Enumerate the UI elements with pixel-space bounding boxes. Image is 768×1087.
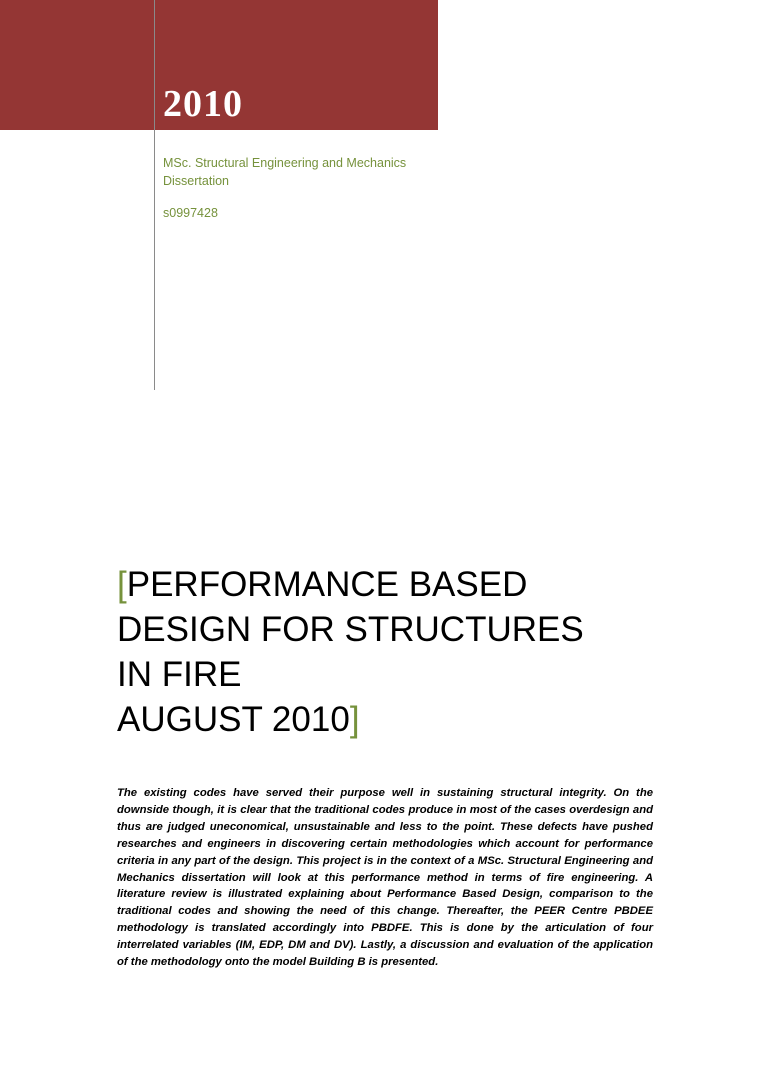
document-title (117, 562, 677, 742)
student-id: s0997428 (163, 206, 218, 220)
title-close-bracket: ] (349, 700, 360, 739)
course-title: MSc. Structural Engineering and Mechanics (163, 156, 407, 170)
title-line-3: IN FIRE (117, 655, 242, 694)
title-line-4 (117, 697, 677, 742)
title-text-4: AUGUST 2010 (117, 700, 350, 739)
title-open-bracket: [ (117, 565, 127, 604)
title-line-2: DESIGN FOR STRUCTURES (117, 610, 584, 649)
course-type: Dissertation (163, 174, 229, 188)
course-info (163, 154, 433, 190)
abstract-paragraph: The existing codes have served their purpose well in sustaining structural integrity. On the downside though, it is clear that the traditional codes produce in most of the cases overdesign and thus are judged uneconomical, unsustainable and less to the point. These defects have pushed researches and engineers in discovering certain methodologies which account for performance criteria in any part of the design. This project is in the context of a MSc. Structural Engineering and Mechanics dissertation will look at this performance method in terms of fire engineering. A literature review is illustrated explaining about Performance Based Design, comparison to the traditional codes and showing the need of this change. Thereafter, the PEER Centre PBDEE methodology is translated accordingly into PBDFE. This is done by the articulation of four interrelated variables (IM, EDP, DM and DV). Lastly, a discussion and evaluation of the application of the methodology onto the model Building B is presented. (117, 787, 653, 969)
title-text-1: PERFORMANCE BASED (126, 565, 528, 604)
cover-year: 2010 (163, 83, 243, 125)
title-line-1 (117, 562, 677, 607)
vertical-divider (154, 0, 155, 390)
